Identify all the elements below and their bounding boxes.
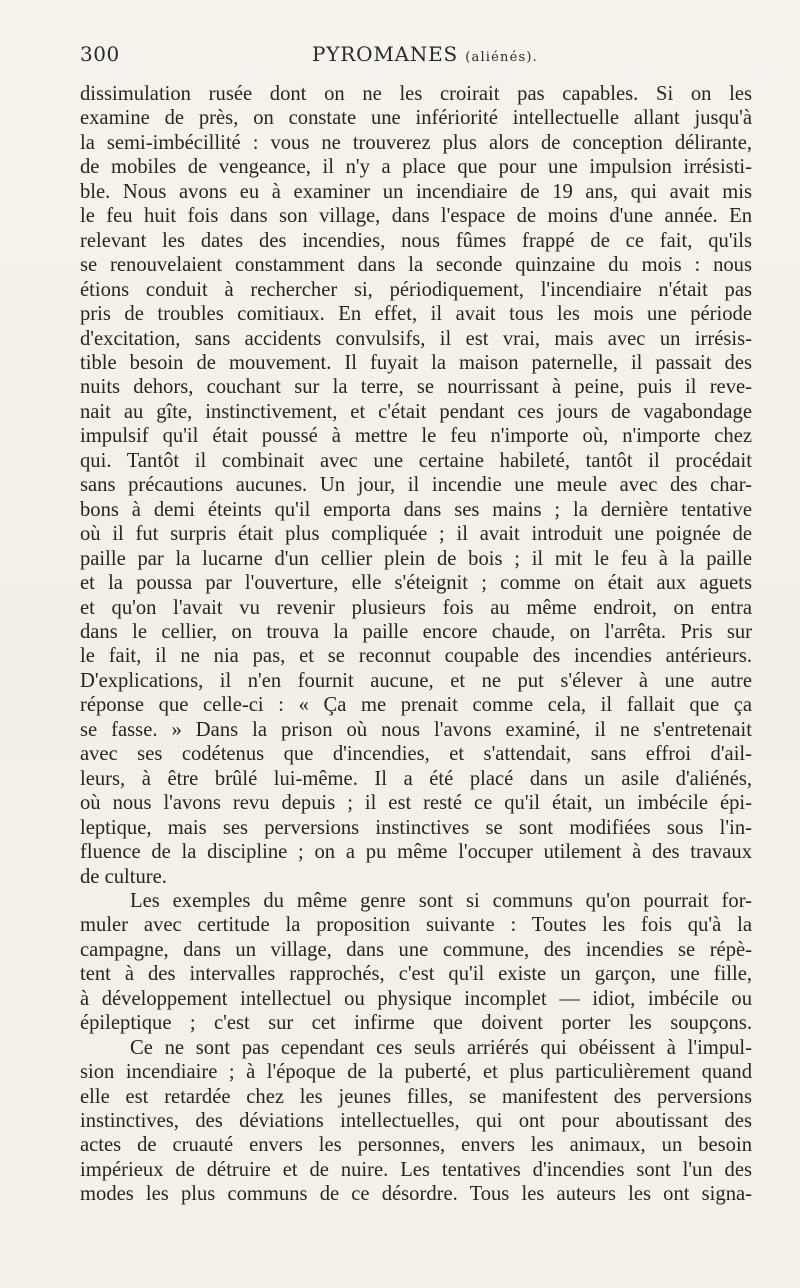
text-line: tent à des intervalles rapprochés, c'est qu'il existe un garçon, une fille, [80,963,752,986]
text-line: ble. Nous avons eu à examiner un incendiaire de 19 ans, qui avait mis [80,180,752,203]
text-line: impérieux de détruire et de nuire. Les tentatives d'incendies sont l'un des [80,1158,752,1181]
text-line: Les exemples du même genre sont si communs qu'on pourrait for- [130,889,752,912]
text-line: où nous l'avons revu depuis ; il est resté ce qu'il était, un imbécile épi- [80,792,752,815]
running-title-main: PYROMANES [312,42,459,66]
body-text [80,82,752,1207]
text-line: tible besoin de mouvement. Il fuyait la maison paternelle, il passait des [80,351,752,374]
text-line: campagne, dans un village, dans une commune, des incendies se répè- [80,938,752,961]
text-line: modes les plus communs de ce désordre. Tous les auteurs les ont signa- [80,1183,752,1206]
text-line: le fait, il ne nia pas, et se reconnut coupable des incendies antérieurs. [80,645,752,668]
text-line: relevant les dates des incendies, nous fûmes frappé de ce fait, qu'ils [80,229,752,252]
text-line: leurs, à être brûlé lui-même. Il a été placé dans un asile d'aliénés, [80,767,752,790]
text-line: instinctives, des déviations intellectuelles, qui ont pour aboutissant des [80,1110,752,1133]
text-line: paille par la lucarne d'un cellier plein de bois ; il mit le feu à la paille [80,547,752,570]
paragraph-2 [80,889,752,1036]
text-line: impulsif qu'il était poussé à mettre le feu n'importe où, n'importe chez [80,425,752,448]
text-line: de mobiles de vengeance, il n'y a place que pour une impulsion irrésisti- [80,156,752,179]
text-line: bons à demi éteints qu'il emporta dans ses mains ; la dernière tentative [80,498,752,521]
text-line: examine de près, on constate une infériorité intellectuelle allant jusqu'à [80,107,752,130]
text-line: leptique, mais ses perversions instinctives se sont modifiées sous l'in- [80,816,752,839]
text-line: dissimulation rusée dont on ne les croirait pas capables. Si on les [80,83,752,105]
text-line: de culture. [80,865,167,888]
text-line: et la poussa par l'ouverture, elle s'éteignit ; comme on était aux aguets [80,572,752,595]
text-line: se renouvelaient constamment dans la seconde quinzaine du mois : nous [80,254,752,277]
text-line: d'excitation, sans accidents convulsifs, il est vrai, mais avec un irrésis- [80,327,752,350]
text-line: où il fut surpris était plus compliquée ; il avait introduit une poignée de [80,523,752,546]
text-line: à développement intellectuel ou physique incomplet — idiot, imbécile ou [80,987,752,1010]
text-line: réponse que celle-ci : « Ça me prenait comme cela, il fallait que ça [80,694,752,717]
text-line: nait au gîte, instinctivement, et c'était pendant ces jours de vagabondage [80,400,752,423]
text-line: fluence de la discipline ; on a pu même l'occuper utilement à des travaux [80,841,752,864]
paragraph-3 [80,1036,752,1207]
page-number: 300 [80,42,120,66]
running-header [80,42,770,72]
text-line: se fasse. » Dans la prison où nous l'avons examiné, il ne s'entretenait [80,718,752,741]
text-line: D'explications, il n'en fournit aucune, et ne put s'élever à une autre [80,669,752,692]
text-line: pris de troubles comitiaux. En effet, il avait tous les mois une période [80,303,752,326]
text-line: dans le cellier, on trouva la paille encore chaude, on l'arrêta. Pris sur [80,620,752,643]
running-title [312,42,538,66]
text-line: la semi-imbécillité : vous ne trouverez plus alors de conception délirante, [80,131,752,154]
text-line: avec ses codétenus que d'incendies, et s'attendait, sans effroi d'ail- [80,743,752,766]
text-line: sion incendiaire ; à l'époque de la puberté, et plus particulièrement quand [80,1061,752,1084]
text-line: épileptique ; c'est sur cet infirme que doivent porter les soupçons. [80,1012,752,1035]
paragraph-1 [80,82,752,889]
text-line: sans précautions aucunes. Un jour, il incendie une meule avec des char- [80,474,752,497]
running-title-sub: (aliénés). [465,50,538,65]
text-line: Ce ne sont pas cependant ces seuls arriérés qui obéissent à l'impul- [130,1036,752,1059]
text-line: nuits dehors, couchant sur la terre, se nourrissant à peine, puis il reve- [80,376,752,399]
text-line: étions conduit à rechercher si, périodiquement, l'incendiaire n'était pas [80,278,752,301]
text-line: et qu'on l'avait vu revenir plusieurs fois au même endroit, on entra [80,596,752,619]
text-line: le feu huit fois dans son village, dans l'espace de moins d'une année. En [80,205,752,228]
text-line: qui. Tantôt il combinait avec une certaine habileté, tantôt il procédait [80,449,752,472]
text-line: muler avec certitude la proposition suivante : Toutes les fois qu'à la [80,914,752,937]
text-line: actes de cruauté envers les personnes, envers les animaux, un besoin [80,1134,752,1157]
text-line: elle est retardée chez les jeunes filles, se manifestent des perversions [80,1085,752,1108]
